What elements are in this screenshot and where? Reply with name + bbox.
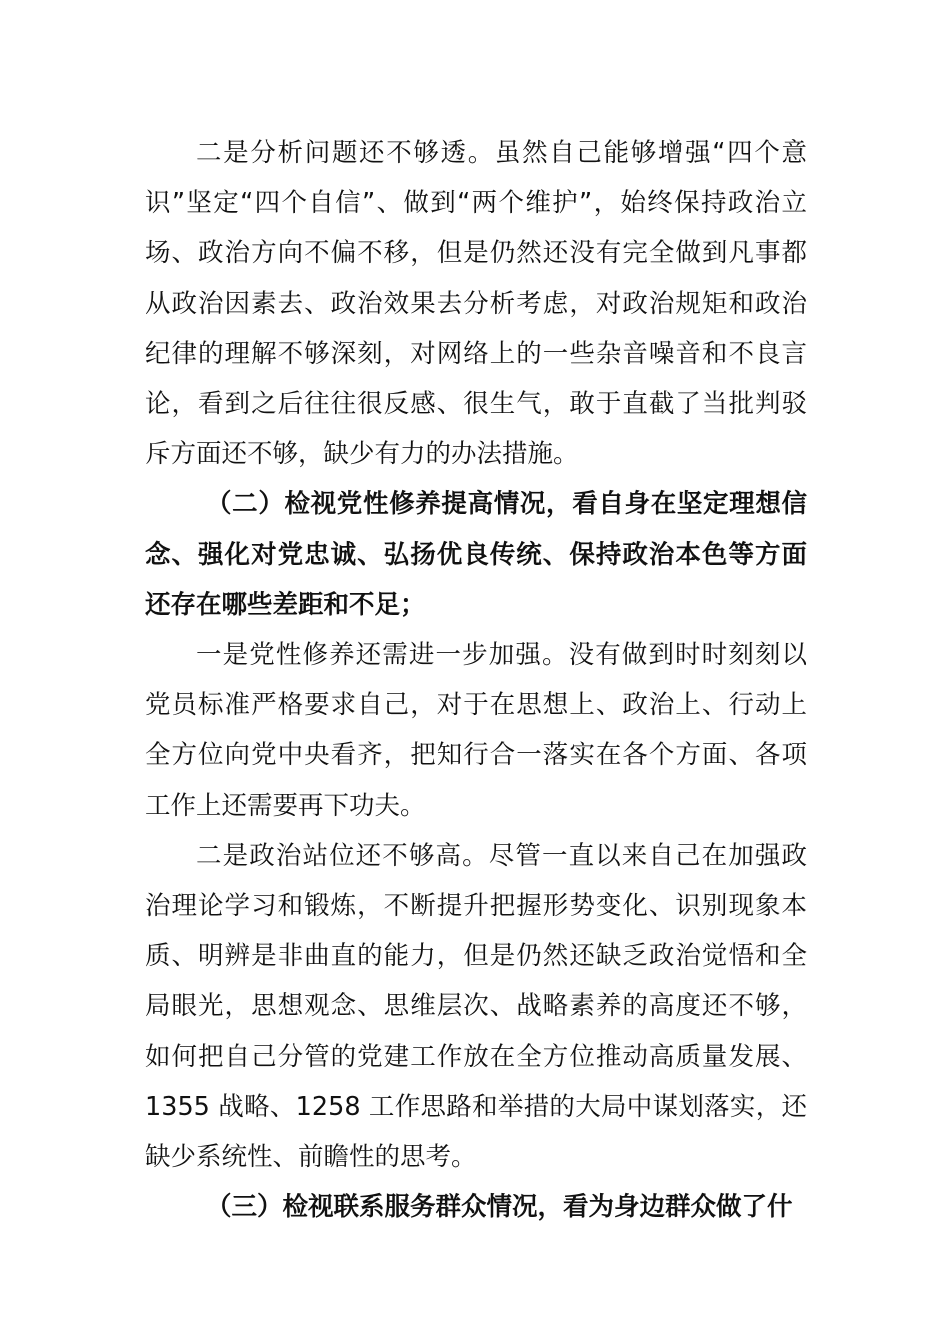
section-heading-2: （二）检视党性修养提高情况，看自身在坚定理想信念、强化对党忠诚、弘扬优良传统、保持政治本色等方面还存在哪些差距和不足； xyxy=(145,489,807,620)
document-page xyxy=(145,128,807,1232)
paragraph-political-standpoint: 二是政治站位还不够高。尽管一直以来自己在加强政治理论学习和锻炼，不断提升把握形势变化、识别现象本质、明辨是非曲直的能力，但是仍然还缺乏政治觉悟和全局眼光，思想观念、思维层次、战略素养的高度还不够，如何把自己分管的党建工作放在全方位推动高质量发展、1355 战略、1258 工作思路和举措的大局中谋划落实，还缺少系统性、前瞻性的思考。 xyxy=(145,840,807,1173)
paragraph-party-cultivation: 一是党性修养还需进一步加强。没有做到时时刻刻以党员标准严格要求自己，对于在思想上、政治上、行动上全方位向党中央看齐，把知行合一落实在各个方面、各项工作上还需要再下功夫。 xyxy=(145,640,807,821)
section-heading-3: （三）检视联系服务群众情况，看为身边群众做了什 xyxy=(206,1192,793,1223)
paragraph-political-analysis: 二是分析问题还不够透。虽然自己能够增强“四个意识”坚定“四个自信”、做到“两个维护”，始终保持政治立场、政治方向不偏不移，但是仍然还没有完全做到凡事都从政治因素去、政治效果去分析考虑，对政治规矩和政治纪律的理解不够深刻，对网络上的一些杂音噪音和不良言论，看到之后往往很反感、很生气，敢于直截了当批判驳斥方面还不够，缺少有力的办法措施。 xyxy=(145,138,807,470)
